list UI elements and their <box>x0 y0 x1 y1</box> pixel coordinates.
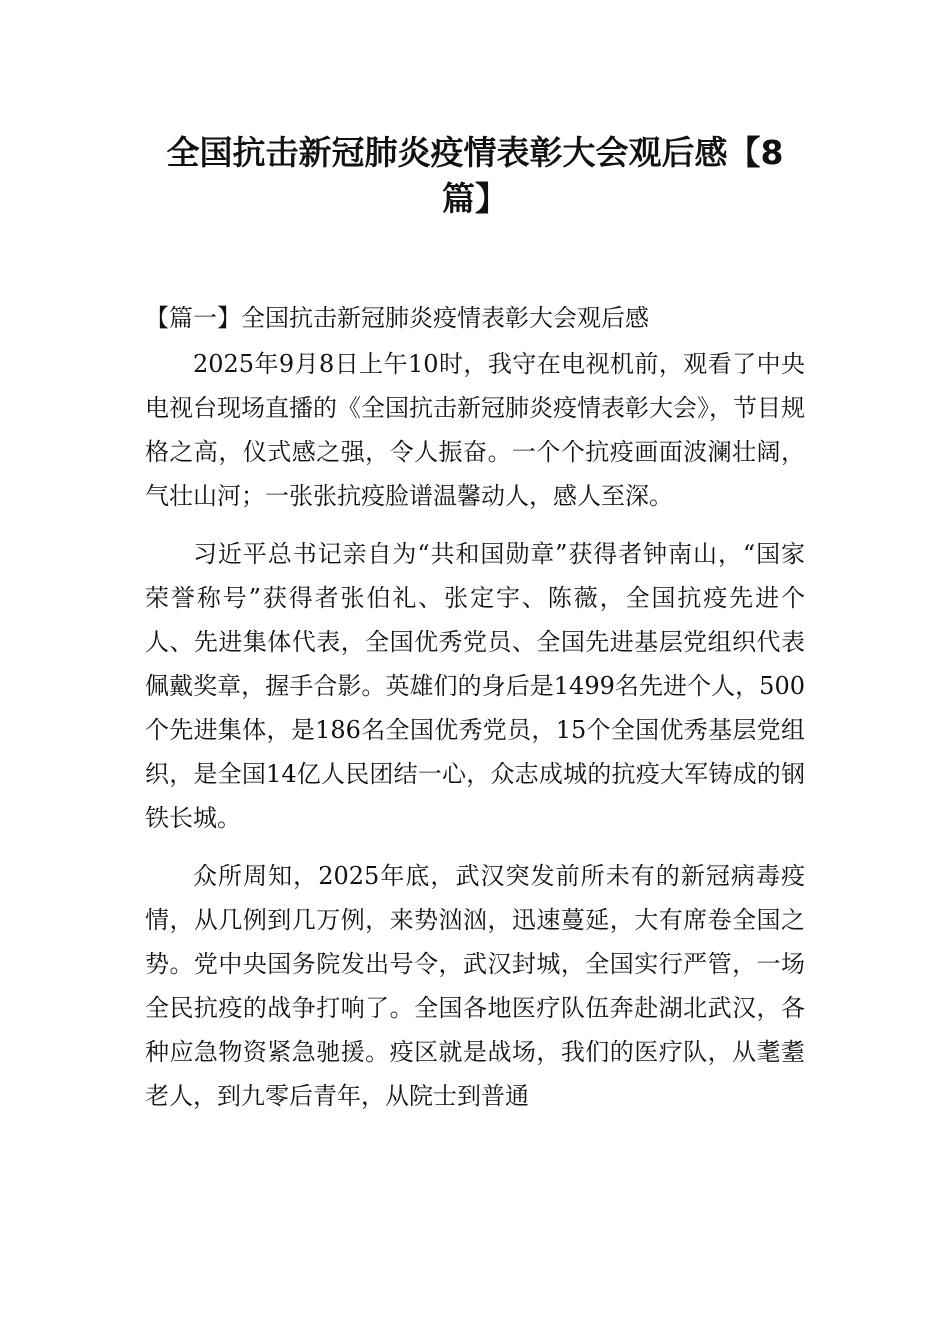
paragraph-1: 2025年9月8日上午10时，我守在电视机前，观看了中央电视台现场直播的《全国抗击新冠肺炎疫情表彰大会》，节目规格之高，仪式感之强，令人振奋。一个个抗疫画面波澜壮阔，气壮山河；一张张抗疫脸谱温馨动人，感人至深。 <box>145 350 805 510</box>
paragraph-2: 习近平总书记亲自为“共和国勋章”获得者钟南山，“国家荣誉称号”获得者张伯礼、张定宇、陈薇，全国抗疫先进个人、先进集体代表，全国优秀党员、全国先进基层党组织代表佩戴奖章，握手合影。英雄们的身后是1499名先进个人，500个先进集体，是186名全国优秀党员，15个全国优秀基层党组织，是全国14亿人民团结一心，众志成城的抗疫大军铸成的钢铁长城。 <box>145 540 805 832</box>
paragraph-3: 众所周知，2025年底，武汉突发前所未有的新冠病毒疫情，从几例到几万例，来势汹汹，迅速蔓延，大有席卷全国之势。党中央国务院发出号令，武汉封城，全国实行严管，一场全民抗疫的战争打响了。全国各地医疗队伍奔赴湖北武汉，各种应急物资紧急驰援。疫区就是战场，我们的医疗队，从耄耋老人，到九零后青年，从院士到普通 <box>145 862 805 1110</box>
section-heading: 【篇一】全国抗击新冠肺炎疫情表彰大会观后感 <box>145 304 649 332</box>
document-title: 全国抗击新冠肺炎疫情表彰大会观后感【8篇】 <box>166 133 784 218</box>
